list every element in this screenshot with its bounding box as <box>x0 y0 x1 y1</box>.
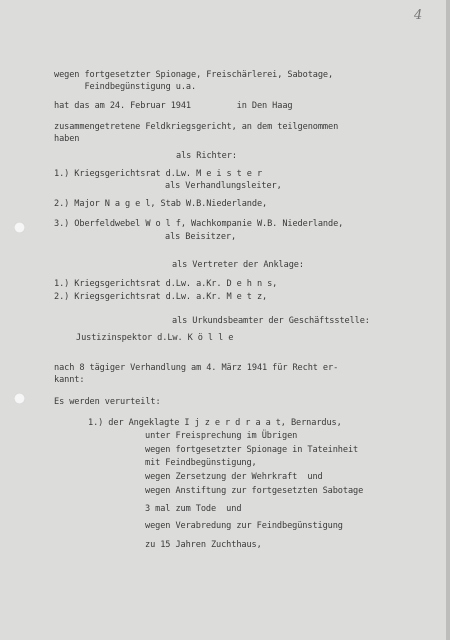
text-line: haben <box>54 134 80 144</box>
text-line: wegen Zersetzung der Wehrkraft und <box>145 472 323 482</box>
text-line: Es werden verurteilt: <box>54 397 161 407</box>
text-line: unter Freisprechung im Übrigen <box>145 431 298 441</box>
text-line: mit Feindbegünstigung, <box>145 458 257 468</box>
text-line: hat das am 24. Februar 1941 in Den Haag <box>54 101 293 111</box>
text-line: zusammengetretene Feldkriegsgericht, an dem teilgenommen <box>54 122 339 132</box>
text-line: als Urkundsbeamter der Geschäftsstelle: <box>172 316 370 326</box>
text-line: wegen fortgesetzter Spionage in Tateinheit <box>145 445 359 455</box>
text-line: 1.) Kriegsgerichtsrat d.Lw. a.Kr. D e h n s, <box>54 279 278 289</box>
punch-hole-top <box>14 222 25 233</box>
text-line: als Vertreter der Anklage: <box>172 260 304 270</box>
text-line: Feindbegünstigung u.a. <box>54 82 197 92</box>
text-line: nach 8 tägiger Verhandlung am 4. März 1941 für Recht er- <box>54 363 339 373</box>
text-line: 1.) Kriegsgerichtsrat d.Lw. M e i s t e r <box>54 169 263 179</box>
text-line: 1.) der Angeklagte I j z e r d r a a t, Bernardus, <box>88 418 342 428</box>
text-line: wegen fortgesetzter Spionage, Freischärlerei, Sabotage, <box>54 70 334 80</box>
text-line: wegen Verabredung zur Feindbegünstigung <box>145 521 343 531</box>
text-line: 3 mal zum Tode und <box>145 504 242 514</box>
text-line: als Beisitzer, <box>165 232 237 242</box>
text-line: kannt: <box>54 375 85 385</box>
text-line: 2.) Major N a g e l, Stab W.B.Niederlande, <box>54 199 268 209</box>
text-line: 3.) Oberfeldwebel W o l f, Wachkompanie W.B. Niederlande, <box>54 219 344 229</box>
text-line: wegen Anstiftung zur fortgesetzten Sabotage <box>145 486 364 496</box>
page-number: 4 <box>414 8 423 23</box>
text-line: Justizinspektor d.Lw. K ö l l e <box>76 333 234 343</box>
text-line: 2.) Kriegsgerichtsrat d.Lw. a.Kr. M e t z, <box>54 292 268 302</box>
text-line: als Verhandlungsleiter, <box>165 181 282 191</box>
punch-hole-bottom <box>14 393 25 404</box>
text-line: zu 15 Jahren Zuchthaus, <box>145 540 262 550</box>
text-line: als Richter: <box>176 151 237 161</box>
